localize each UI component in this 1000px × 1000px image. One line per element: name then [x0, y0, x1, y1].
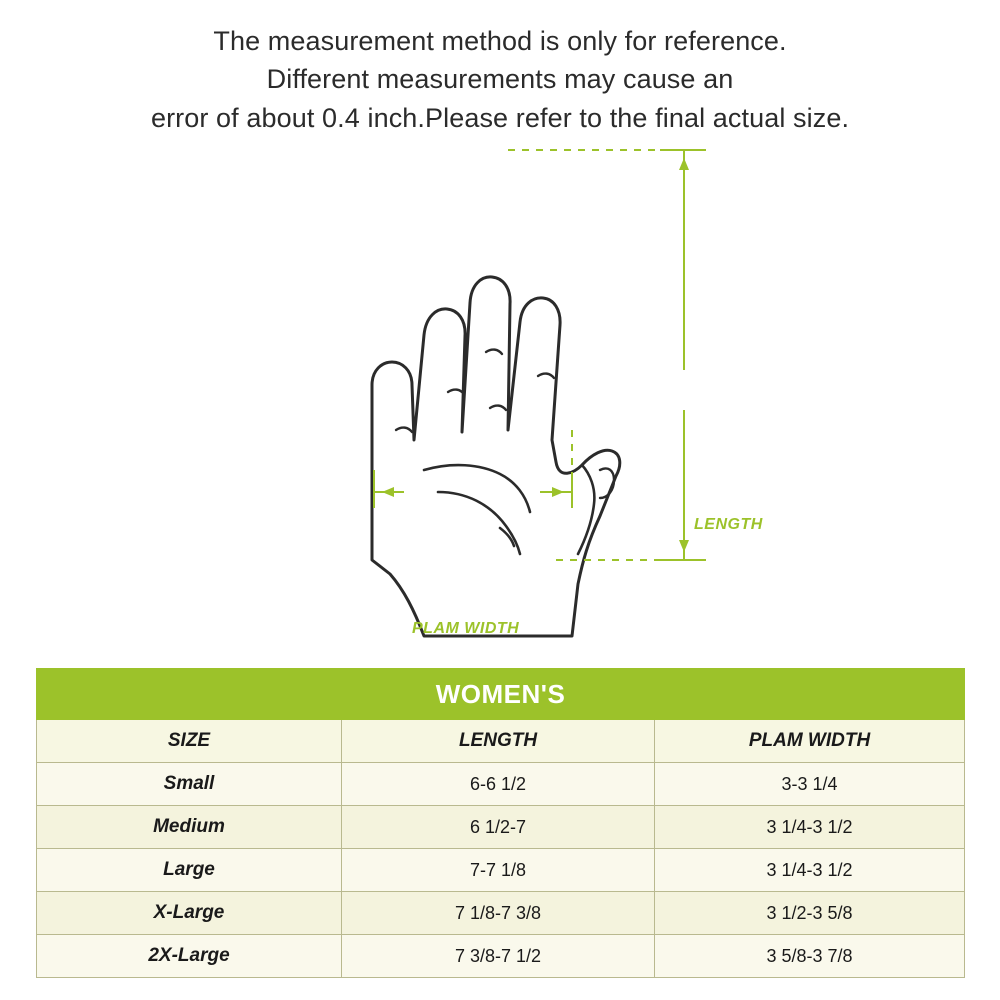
cell-palm-width: 3 1/4-3 1/2 — [655, 849, 965, 892]
cell-palm-width: 3 1/2-3 5/8 — [655, 892, 965, 935]
cell-size: Medium — [37, 806, 342, 849]
hand-measurement-diagram — [0, 140, 1000, 640]
note-line-3: error of about 0.4 inch.Please refer to the final actual size. — [150, 102, 850, 133]
cell-palm-width: 3-3 1/4 — [655, 763, 965, 806]
cell-size: X-Large — [37, 892, 342, 935]
table-row — [37, 935, 965, 978]
table-header-row — [37, 720, 965, 763]
cell-length: 7 1/8-7 3/8 — [342, 892, 655, 935]
table-title-row — [37, 669, 965, 720]
table-title: WOMEN'S — [37, 669, 965, 720]
hand-illustration — [0, 140, 1000, 640]
cell-length: 6 1/2-7 — [342, 806, 655, 849]
measurement-note — [0, 22, 1000, 137]
table-row — [37, 806, 965, 849]
cell-size: Small — [37, 763, 342, 806]
table-row — [37, 763, 965, 806]
cell-size: 2X-Large — [37, 935, 342, 978]
size-chart-table — [36, 668, 965, 978]
cell-palm-width: 3 1/4-3 1/2 — [655, 806, 965, 849]
length-dimension-label: LENGTH — [694, 516, 763, 533]
column-header-length: LENGTH — [342, 720, 655, 763]
note-line-1: The measurement method is only for reference. — [213, 26, 787, 56]
table-row — [37, 849, 965, 892]
cell-palm-width: 3 5/8-3 7/8 — [655, 935, 965, 978]
column-header-size: SIZE — [37, 720, 342, 763]
note-line-2: Different measurements may cause an — [266, 64, 734, 95]
cell-length: 7 3/8-7 1/2 — [342, 935, 655, 978]
cell-size: Large — [37, 849, 342, 892]
cell-length: 6-6 1/2 — [342, 763, 655, 806]
table-row — [37, 892, 965, 935]
cell-length: 7-7 1/8 — [342, 849, 655, 892]
palm-width-dimension-label: PLAM WIDTH — [412, 620, 520, 637]
column-header-palm-width: PLAM WIDTH — [655, 720, 965, 763]
